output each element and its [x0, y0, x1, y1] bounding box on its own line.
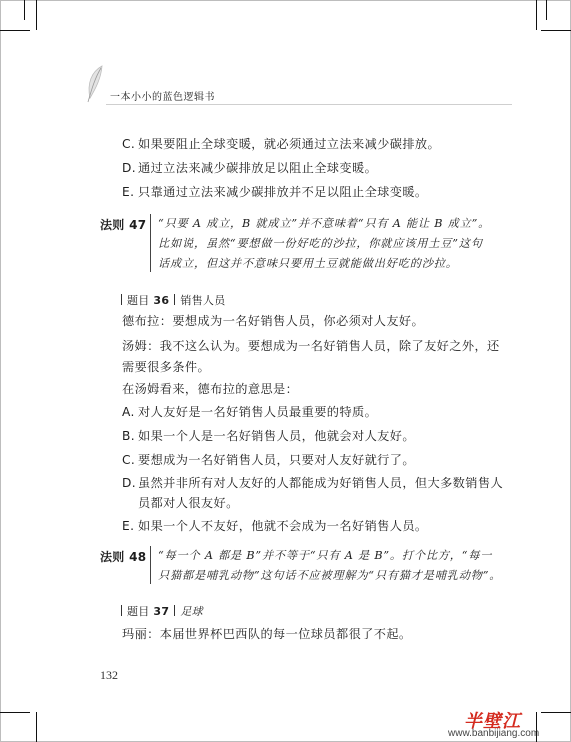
- option-letter: E.: [122, 185, 135, 199]
- page-number: 132: [100, 668, 118, 682]
- topic-number: 36: [153, 294, 170, 307]
- crop-mark-top-right-v2: [546, 0, 547, 20]
- topic-bar-left: [121, 294, 122, 305]
- option-text: 对人友好是一名好销售人员最重要的特质。: [138, 405, 378, 419]
- topic-bar-mid: [174, 294, 175, 305]
- law-48-bar: [150, 546, 151, 584]
- option-letter: C.: [122, 453, 136, 467]
- watermark-logo: 半壁江: [464, 711, 521, 732]
- running-header: [82, 64, 512, 106]
- option-e-top: [122, 184, 428, 200]
- option-c-top: [122, 136, 440, 152]
- crop-mark-top-right-h: [541, 30, 571, 31]
- header-rule: [106, 104, 512, 105]
- law-48-label: 法则 48: [100, 550, 147, 564]
- option-36-c: [122, 452, 415, 468]
- law-48-line-1: “每一个 A 都是 B”并不等于“只有 A 是 B”。打个比方，“每一: [158, 549, 493, 562]
- option-letter: D.: [122, 161, 137, 175]
- topic-bar-left: [121, 605, 122, 616]
- option-letter: A.: [122, 405, 135, 419]
- law-47-label: 法则 47: [100, 218, 147, 232]
- option-36-d: [122, 475, 503, 491]
- law-47-line-3: 话成立，但这并不意味只要用土豆就能做出好吃的沙拉。: [158, 257, 458, 270]
- watermark-url: www.banbijiang.com: [448, 728, 540, 739]
- option-text: 如果一个人不友好，他就不会成为一名好销售人员。: [138, 519, 428, 533]
- option-letter: B.: [122, 429, 136, 443]
- law-47-line-2: 比如说，虽然“要想做一份好吃的沙拉，你就应该用土豆”这句: [158, 237, 483, 250]
- option-36-b: [122, 428, 415, 444]
- book-title: 一本小小的蓝色逻辑书: [110, 92, 215, 103]
- feather-icon: [82, 64, 108, 104]
- option-36-d-cont: [122, 495, 239, 511]
- topic-label: 题目: [127, 605, 150, 618]
- dialog-36-question: 在汤姆看来，德布拉的意思是：: [122, 382, 299, 396]
- crop-mark-top-left-v2: [24, 0, 25, 20]
- option-text: 要想成为一名好销售人员，只要对人友好就行了。: [138, 453, 415, 467]
- dialog-36-line-1: 德布拉：要想成为一名好销售人员，你必须对人友好。: [122, 314, 425, 328]
- dialog-36-line-2: 汤姆：我不这么认为。要想成为一名好销售人员，除了友好之外，还: [122, 339, 500, 353]
- crop-mark-bottom-left-h: [0, 712, 30, 713]
- crop-mark-top-right-v: [536, 0, 537, 30]
- option-text: 只靠通过立法来减少碳排放并不足以阻止全球变暖。: [138, 185, 428, 199]
- topic-name: 足球: [180, 605, 203, 618]
- option-text: 通过立法来减少碳排放足以阻止全球变暖。: [138, 161, 378, 175]
- option-text: 员都对人很友好。: [138, 496, 239, 510]
- crop-mark-top-left-h: [0, 30, 30, 31]
- option-letter: E.: [122, 519, 135, 533]
- topic-36-heading: [116, 292, 226, 308]
- option-text: 如果要阻止全球变暖，就必须通过立法来减少碳排放。: [138, 137, 441, 151]
- option-letter: D.: [122, 476, 137, 490]
- option-text: 如果一个人是一名好销售人员，他就会对人友好。: [138, 429, 415, 443]
- law-47-line-1: “只要 A 成立，B 就成立”并不意味着“只有 A 能让 B 成立”。: [158, 217, 491, 230]
- law-48-line-2: 只猫都是哺乳动物”这句话不应被理解为“只有猫才是哺乳动物”。: [158, 569, 502, 582]
- crop-mark-bottom-left-v: [36, 712, 37, 742]
- topic-number: 37: [153, 605, 170, 618]
- crop-mark-top-left-v: [36, 0, 37, 30]
- topic-name: 销售人员: [180, 294, 226, 307]
- law-47-bar: [150, 214, 151, 272]
- option-text: 虽然并非所有对人友好的人都能成为好销售人员，但大多数销售人: [138, 476, 504, 490]
- topic-label: 题目: [127, 294, 150, 307]
- crop-mark-bottom-right-h: [541, 712, 571, 713]
- option-36-a: [122, 404, 377, 420]
- topic-37-heading: [116, 603, 203, 619]
- option-letter: C.: [122, 137, 136, 151]
- dialog-36-line-3: 需要很多条件。: [122, 360, 211, 374]
- dialog-37-line-1: 玛丽：本届世界杯巴西队的每一位球员都很了不起。: [122, 627, 412, 641]
- option-d-top: [122, 160, 377, 176]
- topic-bar-mid: [174, 605, 175, 616]
- option-36-e: [122, 518, 428, 534]
